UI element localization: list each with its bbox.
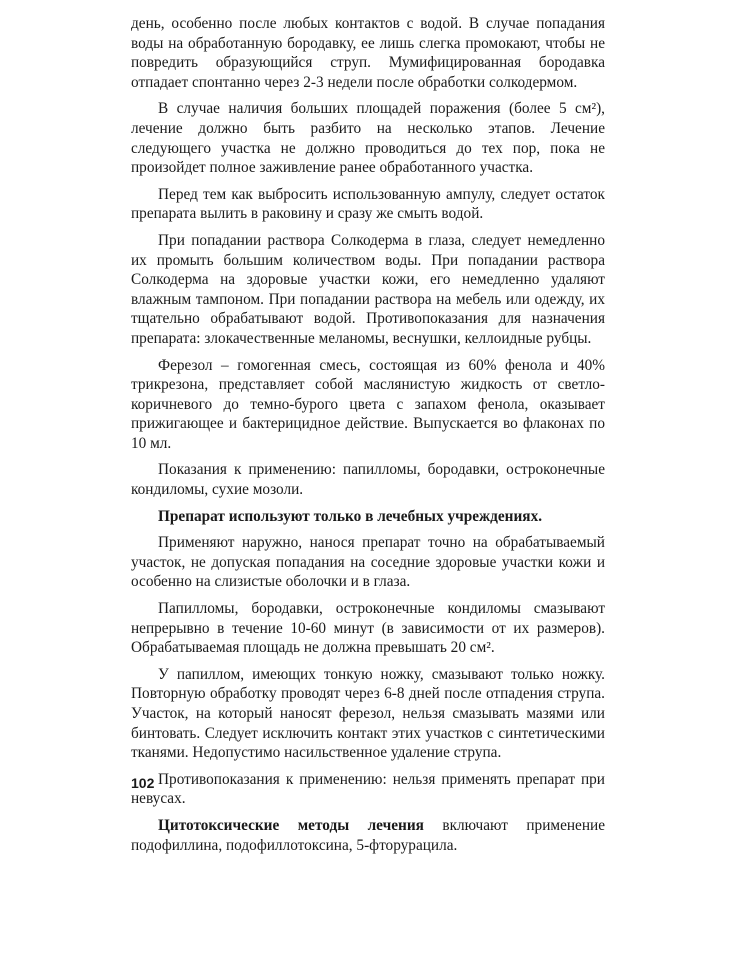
paragraph-treatment-duration [131, 599, 605, 658]
paragraph-text: Ферезол – гомогенная смесь, состоящая из 60% фенола и 40% трикрезона, представляет собой маслянистую жидкость от светло-коричневого до темно-бурого цвета с запахом фенола, оказывает прижигающее и бактерицидное действие. Выпускается во флаконах по 10 мл. [131, 356, 605, 452]
paragraph-text: При попадании раствора Солкодерма в глаза, следует немедленно их промыть большим количеством воды. При попадании раствора Солкодерма на здоровые участки кожи, его немедленно удаляют влажным тампоном. При попадании раствора на мебель или одежду, их тщательно обрабатывают водой. Противопоказания для назначения препарата: злокачественные меланомы, веснушки, келлоидные рубцы. [131, 231, 605, 347]
paragraph-bold-text: Цитотоксические методы лечения [158, 816, 424, 834]
paragraph-accidental-contact [131, 231, 605, 349]
paragraph-text: день, особенно после любых контактов с водой. В случае попадания воды на обработанную бородавку, ее лишь слегка промокают, чтобы не повредить образующийся струп. Мумифицированная бородавка отпадает спонтанно через 2-3 недели после обработки солкодермом. [131, 15, 605, 91]
paragraph-thin-stalk [131, 665, 605, 763]
page-number: 102 [131, 775, 155, 791]
paragraph-text: Перед тем как выбросить использованную ампулу, следует остаток препарата вылить в раковину и сразу же смыть водой. [131, 185, 605, 223]
paragraph-ampoule-disposal [131, 185, 605, 224]
document-page [131, 14, 605, 855]
paragraph-bold-text: Препарат используют только в лечебных учреждениях. [158, 507, 543, 525]
paragraph-text: Противопоказания к применению: нельзя применять препарат при невусах. [131, 770, 605, 808]
paragraph-indications [131, 460, 605, 499]
paragraph-hospital-only [131, 507, 605, 527]
paragraph-text: Применяют наружно, нанося препарат точно на обрабатываемый участок, не допуская попадания на соседние здоровые участки кожи и особенно на слизистые оболочки и в глаза. [131, 534, 605, 591]
paragraph-application [131, 533, 605, 592]
paragraph-text: Показания к применению: папилломы, бородавки, остроконечные кондиломы, сухие мозоли. [131, 461, 605, 499]
paragraph-contraindications [131, 770, 605, 809]
paragraph-ferezol-description [131, 356, 605, 454]
paragraph-cytotoxic-methods [131, 816, 605, 855]
paragraph-text: У папиллом, имеющих тонкую ножку, смазывают только ножку. Повторную обработку проводят через 6-8 дней после отпадения струпа. Участок, на который наносят ферезол, нельзя смазывать мазями или бинтовать. Следует исключить контакт этих участков с синтетическими тканями. Недопустимо насильственное удаление струпа. [131, 665, 605, 762]
paragraph-text: включают применение подофиллина, подофиллотоксина, 5-фторурацила. [131, 816, 605, 854]
paragraph-text: Папилломы, бородавки, остроконечные кондиломы смазывают непрерывно в течение 10-60 минут (в зависимости от их размеров). Обрабатываемая площадь не должна превышать 20 см². [131, 600, 605, 657]
paragraph-solcoderm-aftercare [131, 14, 605, 92]
paragraph-large-areas [131, 99, 605, 177]
paragraph-text: В случае наличия больших площадей поражения (более 5 см²), лечение должно быть разбито на несколько этапов. Лечение следующего участка не должно проводиться до тех пор, пока не произойдет полное заживление ранее обработанного участка. [131, 100, 605, 177]
